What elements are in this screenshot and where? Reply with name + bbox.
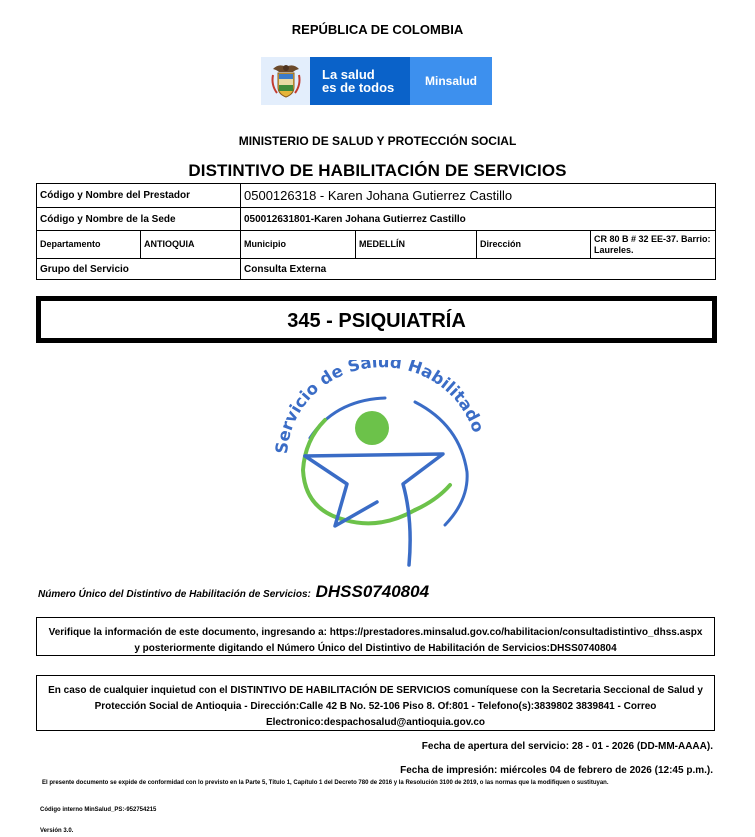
table-row	[37, 184, 716, 208]
print-date: Fecha de impresión: miércoles 04 de febrero de 2026 (12:45 p.m.).	[400, 765, 713, 776]
verification-line-2: y posteriormente digitando el Número Único del Distintivo de Habilitación de Servicios:DHSS0740804	[134, 643, 617, 654]
department-value: ANTIOQUIA	[141, 231, 241, 259]
brand-slogan	[310, 57, 410, 105]
department-label: Departamento	[37, 231, 141, 259]
address-value: CR 80 B # 32 EE-37. Barrio: Laureles.	[591, 231, 716, 259]
brand-name: Minsalud	[410, 57, 492, 105]
verification-box	[36, 617, 715, 656]
provider-label: Código y Nombre del Prestador	[37, 184, 241, 208]
verification-line-1: Verifique la información de este documento, ingresando a: https://prestadores.minsalud.gov.co/habilitacion/consultadistintivo_dhss.aspx	[48, 627, 703, 638]
table-row	[37, 259, 716, 280]
unique-number-line	[38, 582, 429, 602]
table-row	[37, 208, 716, 231]
unique-number-code: DHSS0740804	[315, 582, 430, 601]
version-label: Versión 3.0.	[40, 828, 74, 834]
slogan-line-1: La salud	[322, 67, 375, 82]
ministry-name: MINISTERIO DE SALUD Y PROTECCIÓN SOCIAL	[238, 134, 517, 148]
address-label: Dirección	[477, 231, 591, 259]
slogan-line-2: es de todos	[322, 80, 395, 95]
servicio-habilitado-seal-icon	[265, 360, 490, 572]
service-banner	[36, 296, 717, 343]
unique-number-label: Número Único del Distintivo de Habilitación de Servicios:	[38, 589, 311, 600]
table-row	[37, 231, 716, 259]
group-label: Grupo del Servicio	[37, 259, 241, 280]
internal-code: Código interno MinSalud_PS:-952754215	[40, 807, 157, 813]
service-name: 345 - PSIQUIATRÍA	[287, 310, 466, 332]
document-title: DISTINTIVO DE HABILITACIÓN DE SERVICIOS	[188, 161, 567, 180]
municipality-label: Municipio	[241, 231, 356, 259]
seal-arc-text: Servicio de Salud Habilitado	[271, 360, 488, 455]
opening-date: Fecha de apertura del servicio: 28 - 01 - 2026 (DD-MM-AAAA).	[421, 741, 713, 752]
contact-line-2: Protección Social de Antioquia - Dirección:Calle 42 B No. 52-106 Piso 8. Of:801 - Telefono(s):3839802 3839841 - Correo	[94, 701, 657, 712]
site-label: Código y Nombre de la Sede	[37, 208, 241, 231]
provider-info-table	[36, 183, 716, 280]
municipality-value: MEDELLÍN	[356, 231, 477, 259]
contact-box	[36, 675, 715, 731]
group-value: Consulta Externa	[241, 259, 716, 280]
minsalud-brand-banner	[261, 57, 492, 105]
legal-note: El presente documento se expide de conformidad con lo previsto en la Parte 5, Título 1, Capítulo 1 del Decreto 780 de 2016 y la Resolución 3100 de 2019, o las normas que la modifiquen o sustituyan.	[42, 780, 609, 786]
site-value: 050012631801-Karen Johana Gutierrez Castillo	[241, 208, 716, 231]
coat-of-arms-icon	[261, 57, 310, 105]
contact-line-1: En caso de cualquier inquietud con el DISTINTIVO DE HABILITACIÓN DE SERVICIOS comuníquese con la Secretaria Seccional de Salud y	[48, 685, 703, 696]
country-heading: REPÚBLICA DE COLOMBIA	[291, 22, 464, 37]
contact-line-3: Electronico:despachosalud@antioquia.gov.co	[265, 717, 486, 728]
provider-value: 0500126318 - Karen Johana Gutierrez Castillo	[241, 184, 716, 208]
